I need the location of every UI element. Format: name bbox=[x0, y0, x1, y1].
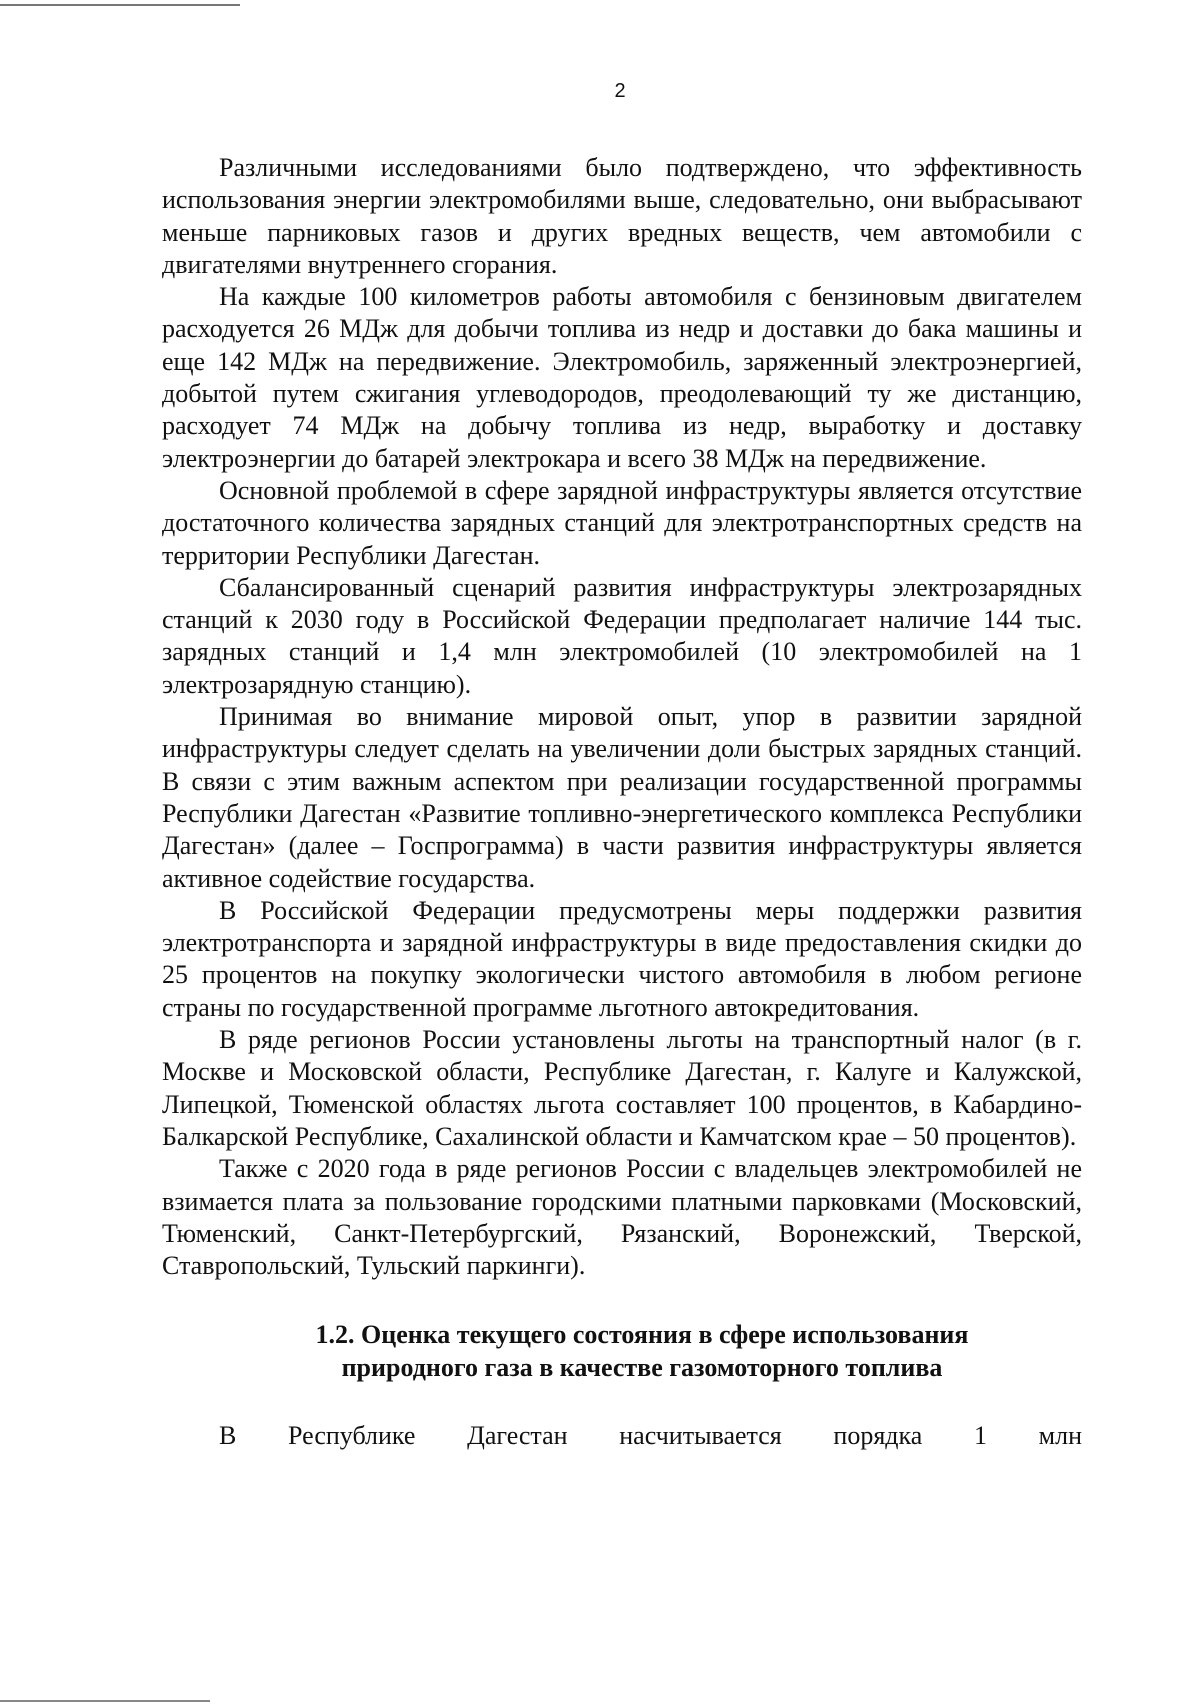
paragraph: В ряде регионов России установлены льготы на транспортный налог (в г. Москве и Московской области, Республике Дагестан, г. Калуге и Калужской, Липецкой, Тюменской областях льгота составляет 100 процентов, в Кабардино-Балкарской Республике, Сахалинской области и Камчатском крае – 50 процентов). bbox=[162, 1025, 1082, 1151]
scan-edge-top bbox=[0, 4, 240, 6]
section-heading-line: 1.2. Оценка текущего состояния в сфере использования bbox=[315, 1320, 969, 1350]
paragraph: На каждые 100 километров работы автомобиля с бензиновым двигателем расходуется 26 МДж для добычи топлива из недр и доставки до бака машины и еще 142 МДж на передвижение. Электромобиль, заряженный электроэнергией, добытой путем сжигания углеводородов, преодолевающий ту же дистанцию, расходует 74 МДж на добычу топлива из недр, выработку и доставку электроэнергии до батарей электрокара и всего 38 МДж на передвижение. bbox=[162, 282, 1082, 473]
paragraph: Также с 2020 года в ряде регионов России с владельцев электромобилей не взимается плата за пользование городскими платными парковками (Московский, Тюменский, Санкт-Петербургский, Рязанский, Воронежский, Тверской, Ставропольский, Тульский паркинги). bbox=[162, 1154, 1082, 1281]
paragraph: Сбалансированный сценарий развития инфраструктуры электрозарядных станций к 2030 году в Российской Федерации предполагает наличие 144 тыс. зарядных станций и 1,4 млн электромобилей (10 электромобилей на 1 электрозарядную станцию). bbox=[162, 572, 1082, 699]
section-heading bbox=[162, 1318, 1082, 1384]
paragraph: Принимая во внимание мировой опыт, упор в развитии зарядной инфраструктуры следует сделать на увеличении доли быстрых зарядных станций. В связи с этим важным аспектом при реализации государственной программы Республики Дагестан «Развитие топливно-энергетического комплекса Республики Дагестан» (далее – Госпрограмма) в части развития инфраструктуры является активное содействие государства. bbox=[162, 702, 1082, 893]
document-body bbox=[162, 152, 1082, 1453]
section-heading-line: природного газа в качестве газомоторного топлива bbox=[341, 1353, 943, 1383]
paragraph: В Российской Федерации предусмотрены меры поддержки развития электротранспорта и зарядной инфраструктуры в виде предоставления скидки до 25 процентов на покупку экологически чистого автомобиля в любом регионе страны по государственной программе льготного автокредитования. bbox=[162, 895, 1082, 1022]
paragraph: Основной проблемой в сфере зарядной инфраструктуры является отсутствие достаточного количества зарядных станций для электротранспортных средств на территории Республики Дагестан. bbox=[162, 475, 1082, 570]
paragraph: Различными исследованиями было подтверждено, что эффективность использования энергии электромобилями выше, следовательно, они выбрасывают меньше парниковых газов и других вредных веществ, чем автомобили с двигателями внутреннего сгорания. bbox=[162, 153, 1082, 279]
page-number: 2 bbox=[614, 80, 626, 102]
paragraph-continued: В Республике Дагестан насчитывается порядка 1 млн bbox=[219, 1421, 1082, 1451]
scan-edge-bottom bbox=[0, 1700, 210, 1702]
